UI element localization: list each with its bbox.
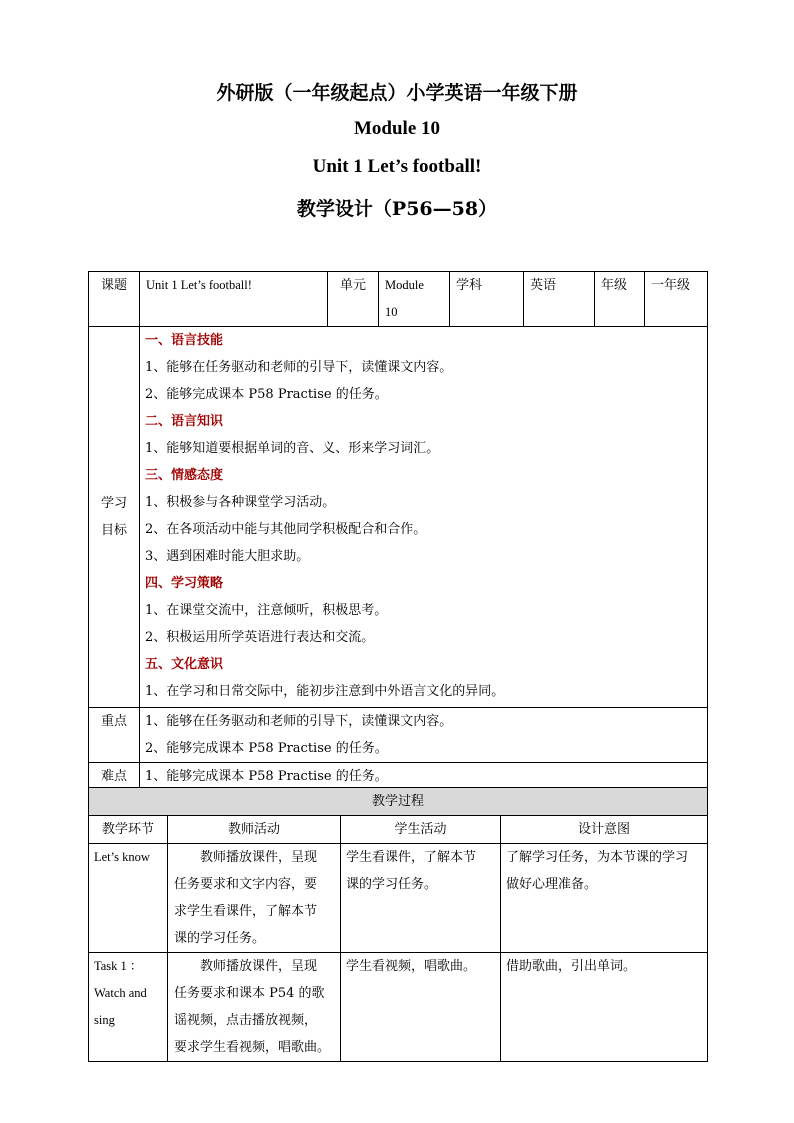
intent-line: 做好心理准备。: [506, 877, 598, 892]
row1-stage: [89, 844, 168, 953]
stage-line: Let’s know: [94, 850, 150, 864]
objective-item: 2、在各项活动中能与其他同学积极配合和合作。: [145, 522, 427, 537]
objective-item: 1、在学习和日常交际中，能初步注意到中外语言文化的异同。: [145, 684, 505, 699]
objectives-label-line2: 目标: [100, 523, 127, 538]
objective-heading: 五、文化意识: [145, 657, 224, 672]
objective-heading: 三、情感态度: [145, 468, 224, 483]
row2-intent: [501, 953, 708, 1062]
objective-heading: 四、学习策略: [145, 576, 224, 591]
objective-heading: 一、语言技能: [145, 333, 224, 348]
col-header-student: 学生活动: [341, 816, 501, 844]
difficult-point-item: 1、能够完成课本 P58 Practise 的任务。: [145, 769, 388, 784]
grade-value: 一年级: [645, 272, 708, 327]
row2-student: [341, 953, 501, 1062]
objective-item: 3、遇到困难时能大胆求助。: [145, 549, 310, 564]
lesson-info-table: [88, 271, 708, 814]
difficult-points-label: 难点: [89, 763, 140, 814]
objective-item: 1、积极参与各种课堂学习活动。: [145, 495, 336, 510]
row1-student: [341, 844, 501, 953]
teacher-line: 求学生看课件，了解本节: [174, 904, 318, 919]
process-band: 教学过程: [89, 788, 708, 816]
unit-title: Unit 1 Let’s football!: [312, 156, 482, 177]
grade-label: 年级: [595, 272, 645, 327]
module-title: Module 10: [353, 118, 441, 139]
topic-value: Unit 1 Let’s football!: [140, 272, 328, 327]
student-line: 学生看课件，了解本节: [346, 850, 477, 865]
stage-line: Task 1 ：: [94, 959, 143, 973]
stage-line: Watch and: [94, 986, 147, 1000]
key-point-item: 1、能够在任务驱动和老师的引导下，读懂课文内容。: [145, 714, 453, 729]
unit-value-line1: Module: [385, 278, 424, 292]
objective-item: 2、积极运用所学英语进行表达和交流。: [145, 630, 375, 645]
objectives-list: [145, 327, 707, 705]
unit-label: 单元: [328, 272, 379, 327]
design-title: 教学设计（P56—58）: [296, 198, 498, 220]
key-points-label: 重点: [89, 708, 140, 763]
doc-title: 外研版（一年级起点）小学英语一年级下册: [216, 82, 578, 104]
teacher-line: 任务要求和文字内容，要: [174, 877, 318, 892]
objective-heading: 二、语言知识: [145, 414, 224, 429]
row2-teacher: [168, 953, 341, 1062]
key-points-content: [140, 708, 708, 763]
col-header-teacher: 教师活动: [168, 816, 341, 844]
objective-item: 1、能够知道要根据单词的音、义、形来学习词汇。: [145, 441, 440, 456]
teacher-line: 教师播放课件，呈现: [200, 850, 318, 865]
subject-value: 英语: [524, 272, 595, 327]
objectives-label-line1: 学习: [100, 496, 127, 511]
teacher-line: 课的学习任务。: [174, 931, 266, 946]
topic-label: 课题: [89, 272, 140, 327]
objectives-label: [89, 327, 140, 708]
col-header-stage: 教学环节: [89, 816, 168, 844]
objective-item: 1、能够在任务驱动和老师的引导下，读懂课文内容。: [145, 360, 453, 375]
student-line: 学生看视频，唱歌曲。: [346, 959, 477, 974]
teacher-line: 教师播放课件，呈现: [200, 959, 318, 974]
student-line: 课的学习任务。: [346, 877, 438, 892]
unit-value: [379, 272, 450, 327]
subject-label: 学科: [450, 272, 524, 327]
row1-intent: [501, 844, 708, 953]
unit-value-line2: 10: [385, 305, 398, 319]
teaching-process-table: [88, 787, 708, 1062]
key-point-item: 2、能够完成课本 P58 Practise 的任务。: [145, 741, 388, 756]
intent-line: 了解学习任务，为本节课的学习: [506, 850, 689, 865]
teacher-line: 要求学生看视频，唱歌曲。: [174, 1040, 331, 1055]
objectives-content: [140, 327, 708, 708]
stage-line: sing: [94, 1013, 115, 1027]
row1-teacher: [168, 844, 341, 953]
teacher-line: 谣视频，点击播放视频，: [174, 1013, 318, 1028]
intent-line: 借助歌曲，引出单词。: [506, 959, 637, 974]
row2-stage: [89, 953, 168, 1062]
teacher-line: 任务要求和课本 P54 的歌: [174, 986, 325, 1001]
col-header-intent: 设计意图: [501, 816, 708, 844]
objective-item: 1、在课堂交流中，注意倾听，积极思考。: [145, 603, 388, 618]
objective-item: 2、能够完成课本 P58 Practise 的任务。: [145, 387, 388, 402]
